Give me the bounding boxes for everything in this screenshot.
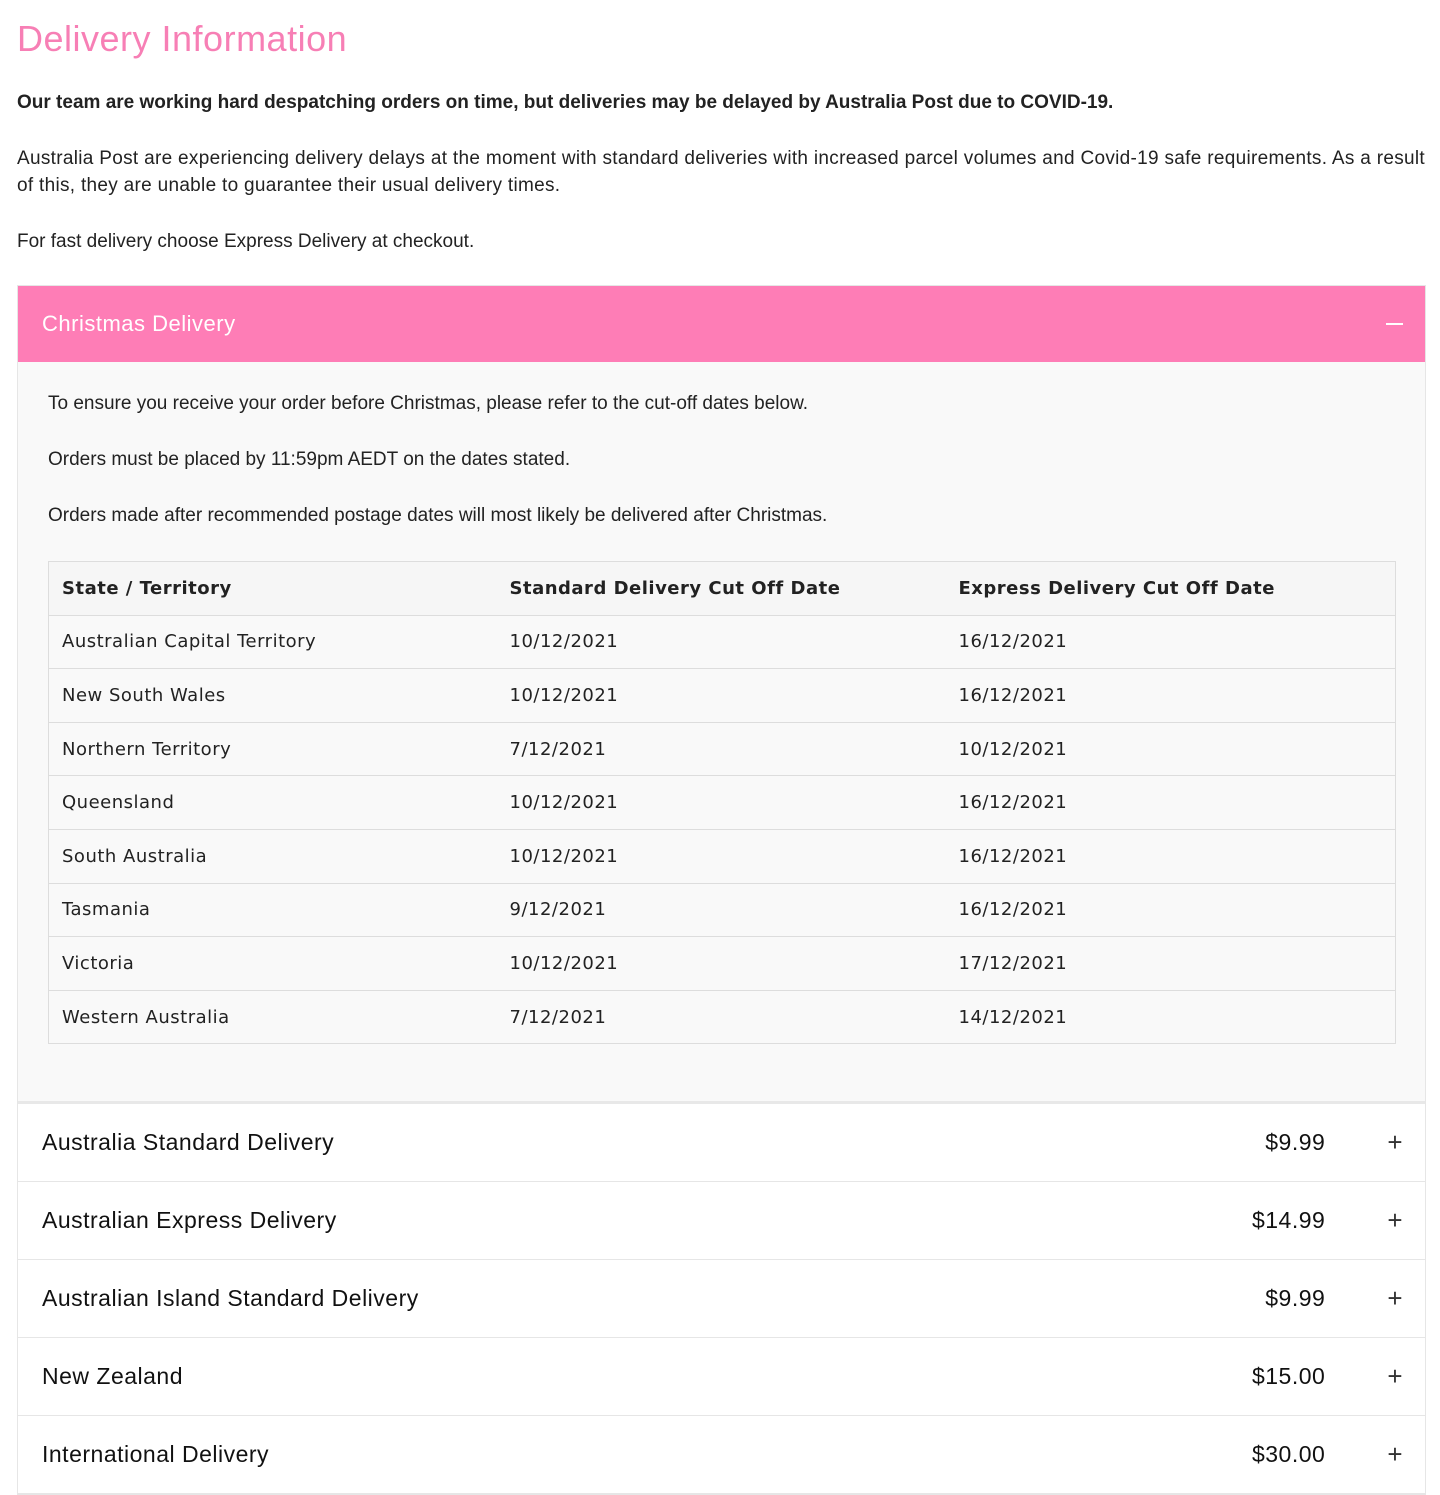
table-row: [49, 883, 1396, 937]
plus-icon[interactable]: +: [1387, 1127, 1403, 1157]
option-name: Australia Standard Delivery: [42, 1129, 335, 1155]
delivery-option[interactable]: [18, 1182, 1425, 1260]
standard-date: 7/12/2021: [509, 1006, 607, 1028]
col-standard: Standard Delivery Cut Off Date: [497, 562, 946, 616]
christmas-delivery-panel: [18, 362, 1425, 1104]
table-row: [49, 829, 1396, 883]
table-row: [49, 615, 1396, 669]
table-row: [49, 722, 1396, 776]
express-date: 16/12/2021: [946, 776, 1396, 830]
option-price: $9.99: [1265, 1285, 1326, 1311]
state: South Australia: [49, 829, 497, 883]
standard-date: 10/12/2021: [497, 615, 946, 669]
state: Western Australia: [62, 1006, 230, 1028]
cutoff-table: [48, 561, 1396, 1044]
delivery-option[interactable]: [18, 1338, 1425, 1416]
christmas-late-warning: Orders made after recommended postage dates will most likely be delivered after Christmas.: [48, 505, 828, 526]
table-row: [49, 669, 1396, 723]
standard-date: 10/12/2021: [497, 829, 946, 883]
delivery-accordion: [17, 285, 1426, 1495]
option-price: $9.99: [1265, 1129, 1326, 1155]
express-date: 16/12/2021: [946, 669, 1396, 723]
standard-date: 10/12/2021: [497, 937, 946, 991]
option-name: International Delivery: [42, 1441, 270, 1467]
option-price: $15.00: [1251, 1363, 1326, 1389]
delivery-option[interactable]: [18, 1104, 1425, 1182]
plus-icon[interactable]: +: [1387, 1283, 1403, 1313]
standard-date: 10/12/2021: [497, 776, 946, 830]
covid-notice: Our team are working hard despatching orders on time, but deliveries may be delayed by Australia Post due to COVID-19.: [17, 92, 1114, 113]
state: Queensland: [49, 776, 497, 830]
delivery-option[interactable]: [18, 1260, 1425, 1338]
standard-date: 9/12/2021: [497, 883, 946, 937]
express-date: 17/12/2021: [946, 937, 1396, 991]
delay-notice: Australia Post are experiencing delivery delays at the moment with standard deliveries with increased parcel volumes and Covid-19 safe requirements. As a result of this, they are unable to guarantee their usual delivery times.: [17, 148, 1425, 196]
plus-icon[interactable]: +: [1387, 1205, 1403, 1235]
state: Australian Capital Territory: [49, 615, 497, 669]
col-state: State / Territory: [49, 562, 497, 616]
table-row: [49, 776, 1396, 830]
express-notice: For fast delivery choose Express Delivery at checkout.: [17, 231, 475, 252]
christmas-intro: To ensure you receive your order before Christmas, please refer to the cut-off dates below.: [48, 393, 809, 414]
page-title: Delivery Information: [17, 18, 348, 59]
express-date: 16/12/2021: [946, 615, 1396, 669]
delivery-option[interactable]: [18, 1416, 1425, 1494]
standard-date: 7/12/2021: [497, 722, 946, 776]
option-name: Australian Express Delivery: [42, 1207, 337, 1233]
table-row: [49, 937, 1396, 991]
express-date: 16/12/2021: [946, 883, 1396, 937]
express-date: 10/12/2021: [946, 722, 1396, 776]
table-header-row: [49, 562, 1396, 616]
standard-date: 10/12/2021: [497, 669, 946, 723]
christmas-delivery-title: Christmas Delivery: [42, 311, 236, 336]
state: Northern Territory: [49, 722, 497, 776]
state: New South Wales: [49, 669, 497, 723]
col-express: Express Delivery Cut Off Date: [946, 562, 1396, 616]
option-name: Australian Island Standard Delivery: [42, 1285, 419, 1311]
state: Tasmania: [49, 883, 497, 937]
express-date: 16/12/2021: [946, 829, 1396, 883]
christmas-cutoff-time: Orders must be placed by 11:59pm AEDT on the dates stated.: [48, 449, 571, 470]
minus-icon: [1386, 323, 1403, 325]
option-price: $30.00: [1251, 1441, 1326, 1467]
plus-icon[interactable]: +: [1387, 1439, 1403, 1469]
christmas-delivery-header[interactable]: [18, 286, 1425, 362]
table-row: [49, 990, 1396, 1044]
option-name: New Zealand: [42, 1363, 184, 1389]
plus-icon[interactable]: +: [1387, 1361, 1403, 1391]
state: Victoria: [49, 937, 497, 991]
option-price: $14.99: [1251, 1207, 1326, 1233]
express-date: 14/12/2021: [958, 1006, 1068, 1028]
